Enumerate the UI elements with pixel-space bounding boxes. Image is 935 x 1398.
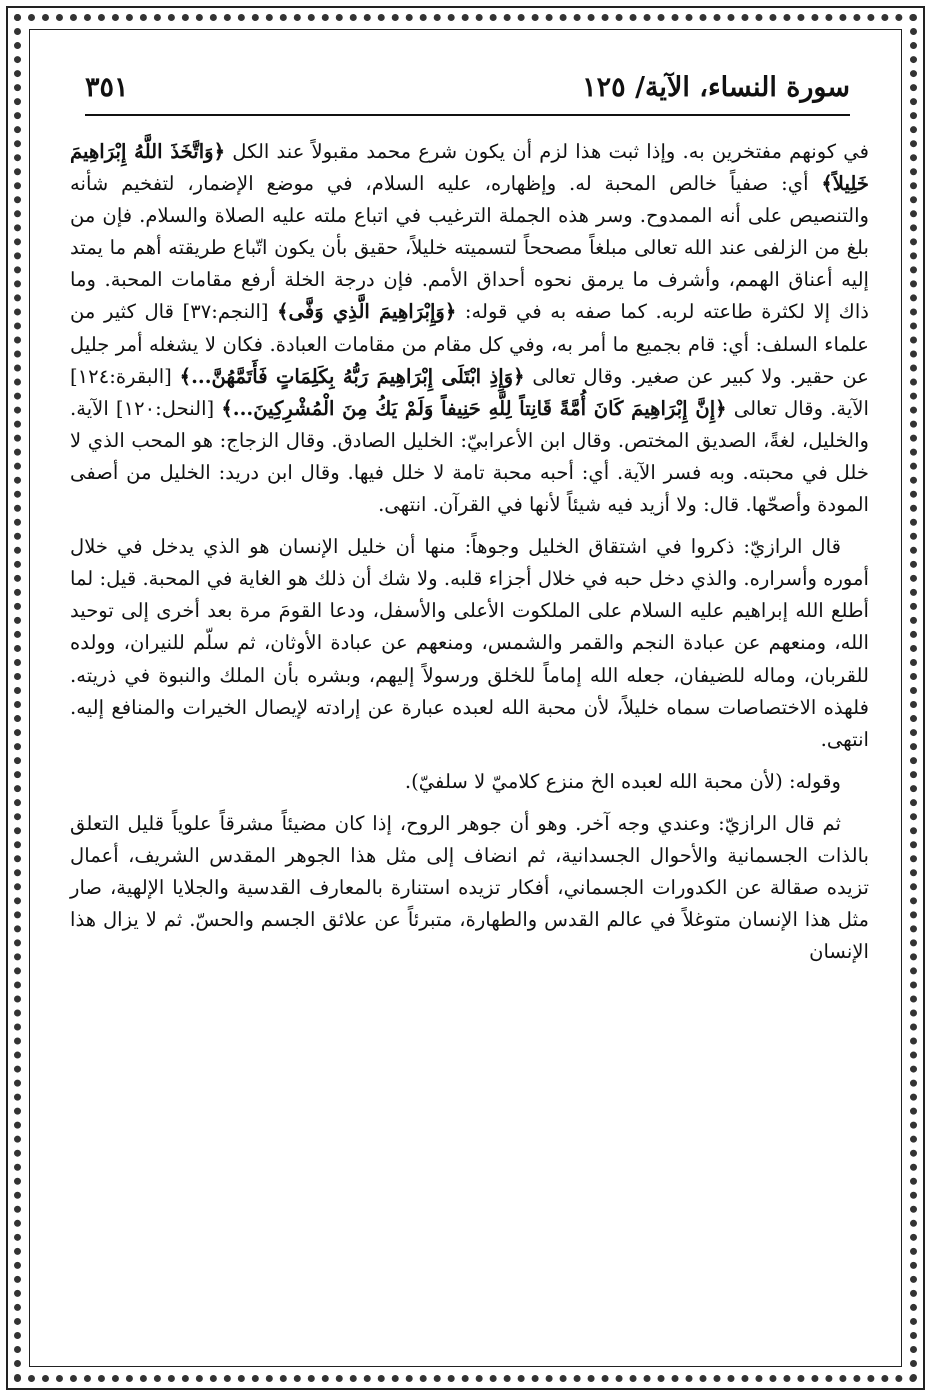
paragraph: في كونهم مفتخرين به. وإذا ثبت هذا لزم أن يكون شرع محمد مقبولاً عند الكل ﴿وَاتَّخَذَ اللَّهُ إِبْرَاهِيمَ خَلِيلاً﴾ أي: صفياً خالص المحبة له. وإظهاره، عليه السلام، في موضع الإضمار، لتفخيم شأنه والتنصيص على أنه الممدوح. وسر هذه الجملة الترغيب في اتباع ملته عليه الصلاة والسلام. فإن من بلغ من الزلفى عند الله تعالى مبلغاً مصححاً لتسميته خليلاً، حقيق بأن يكون اتّباع طريقته أهم ما يمتد إليه أعناق الهمم، وأشرف ما يرمق نحوه أحداق الأمم. فإن درجة الخلة أرفع مقامات المحبة. وما ذاك إلا لكثرة طاعته لربه. كما صفه به في قوله: ﴿وَإِبْرَاهِيمَ الَّذِي وَفَّى﴾ [النجم:٣٧] قال كثير من علماء السلف: أي: قام بجميع ما أمر به، وفي كل مقام من مقامات العبادة. فكان لا يشغله أمر جليل عن حقير. ولا كبير عن صغير. وقال تعالى ﴿وَإِذِ ابْتَلَى إِبْرَاهِيمَ رَبُّهُ بِكَلِمَاتٍ فَأَتَمَّهُنَّ...﴾ [البقرة:١٢٤] الآية. وقال تعالى ﴿إِنَّ إِبْرَاهِيمَ كَانَ أُمَّةً قَانِتاً لِلَّهِ حَنِيفاً وَلَمْ يَكُ مِنَ الْمُشْرِكِينَ...﴾ [النحل:١٢٠] الآية. والخليل، لغةً، الصديق المختص. وقال ابن الأعرابيّ: الخليل الصادق. وقال الزجاج: هو المحب الذي لا خلل في محبته. وبه فسر الآية. أي: أحبه محبة تامة لا خلل فيها. وقال ابن دريد: الخليل من أصفى المودة وأصحّها. قال: ولا أزيد فيه شيئاً لأنها في القرآن. انتهى. [70,140,869,517]
quran-quote: ﴿إِنَّ إِبْرَاهِيمَ كَانَ أُمَّةً قَانِتاً لِلَّهِ حَنِيفاً وَلَمْ يَكُ مِنَ الْمُشْرِكِينَ...﴾ [221,396,727,420]
paragraph: ثم قال الرازيّ: وعندي وجه آخر. وهو أن جوهر الروح، إذا كان مضيئاً مشرقاً علوياً قليل التعلق بالذات الجسمانية والأحوال الجسدانية، ثم انضاف إلى مثل هذا الجوهر المقدس الشريف، أعمال تزيده صقالة عن الكدورات الجسماني، أفكار تزيده استنارة بالمعارف القدسية والجلايا الإلهية، صار مثل هذا الإنسان متوغلاً في عالم القدس والطهارة، متبرئاً عن علائق الجسم والحسّ. ثم لا يزال هذا الإنسان [70,811,869,964]
quran-quote: ﴿وَإِبْرَاهِيمَ الَّذِي وَفَّى﴾ [277,300,457,324]
quran-quote: ﴿وَاتَّخَذَ اللَّهُ إِبْرَاهِيمَ خَلِيلاً﴾ [70,140,869,196]
page-header [85,64,850,110]
paragraph: قال الرازيّ: ذكروا في اشتقاق الخليل وجوهاً: منها أن خليل الإنسان هو الذي يدخل في خلال أموره وأسراره. والذي دخل حبه في خلال أجزاء قلبه. ولا شك أن ذلك هو الغاية في المحبة. قيل: لما أطلع الله إبراهيم عليه السلام على الملكوت الأعلى والأسفل، ودعا القومَ مرة بعد أخرى إلى توحيد الله، ومنعهم عن عبادة النجم والقمر والشمس، ومنعهم عن عبادة الأوثان، ثم سلّم للنيران، وولده للقربان، وماله للضيفان، جعله الله إماماً للخلق ورسولاً إليهم، وبشره بأن الملك والنبوة في ذريته. فلهذه الاختصاصات سماه خليلاً، لأن محبة الله لعبده عبارة عن إرادته لإيصال الخيرات والمنافع إليه. انتهى. [70,535,869,751]
header-rule [85,114,850,116]
body-text [70,136,869,968]
paragraph: وقوله: (لأن محبة الله لعبده الخ منزع كلاميّ لا سلفيّ). [404,769,841,793]
quran-quote: ﴿وَإِذِ ابْتَلَى إِبْرَاهِيمَ رَبُّهُ بِكَلِمَاتٍ فَأَتَمَّهُنَّ...﴾ [179,364,525,388]
page-number: ٣٥١ [85,71,129,103]
running-title: سورة النساء، الآية/ ١٢٥ [582,71,850,103]
